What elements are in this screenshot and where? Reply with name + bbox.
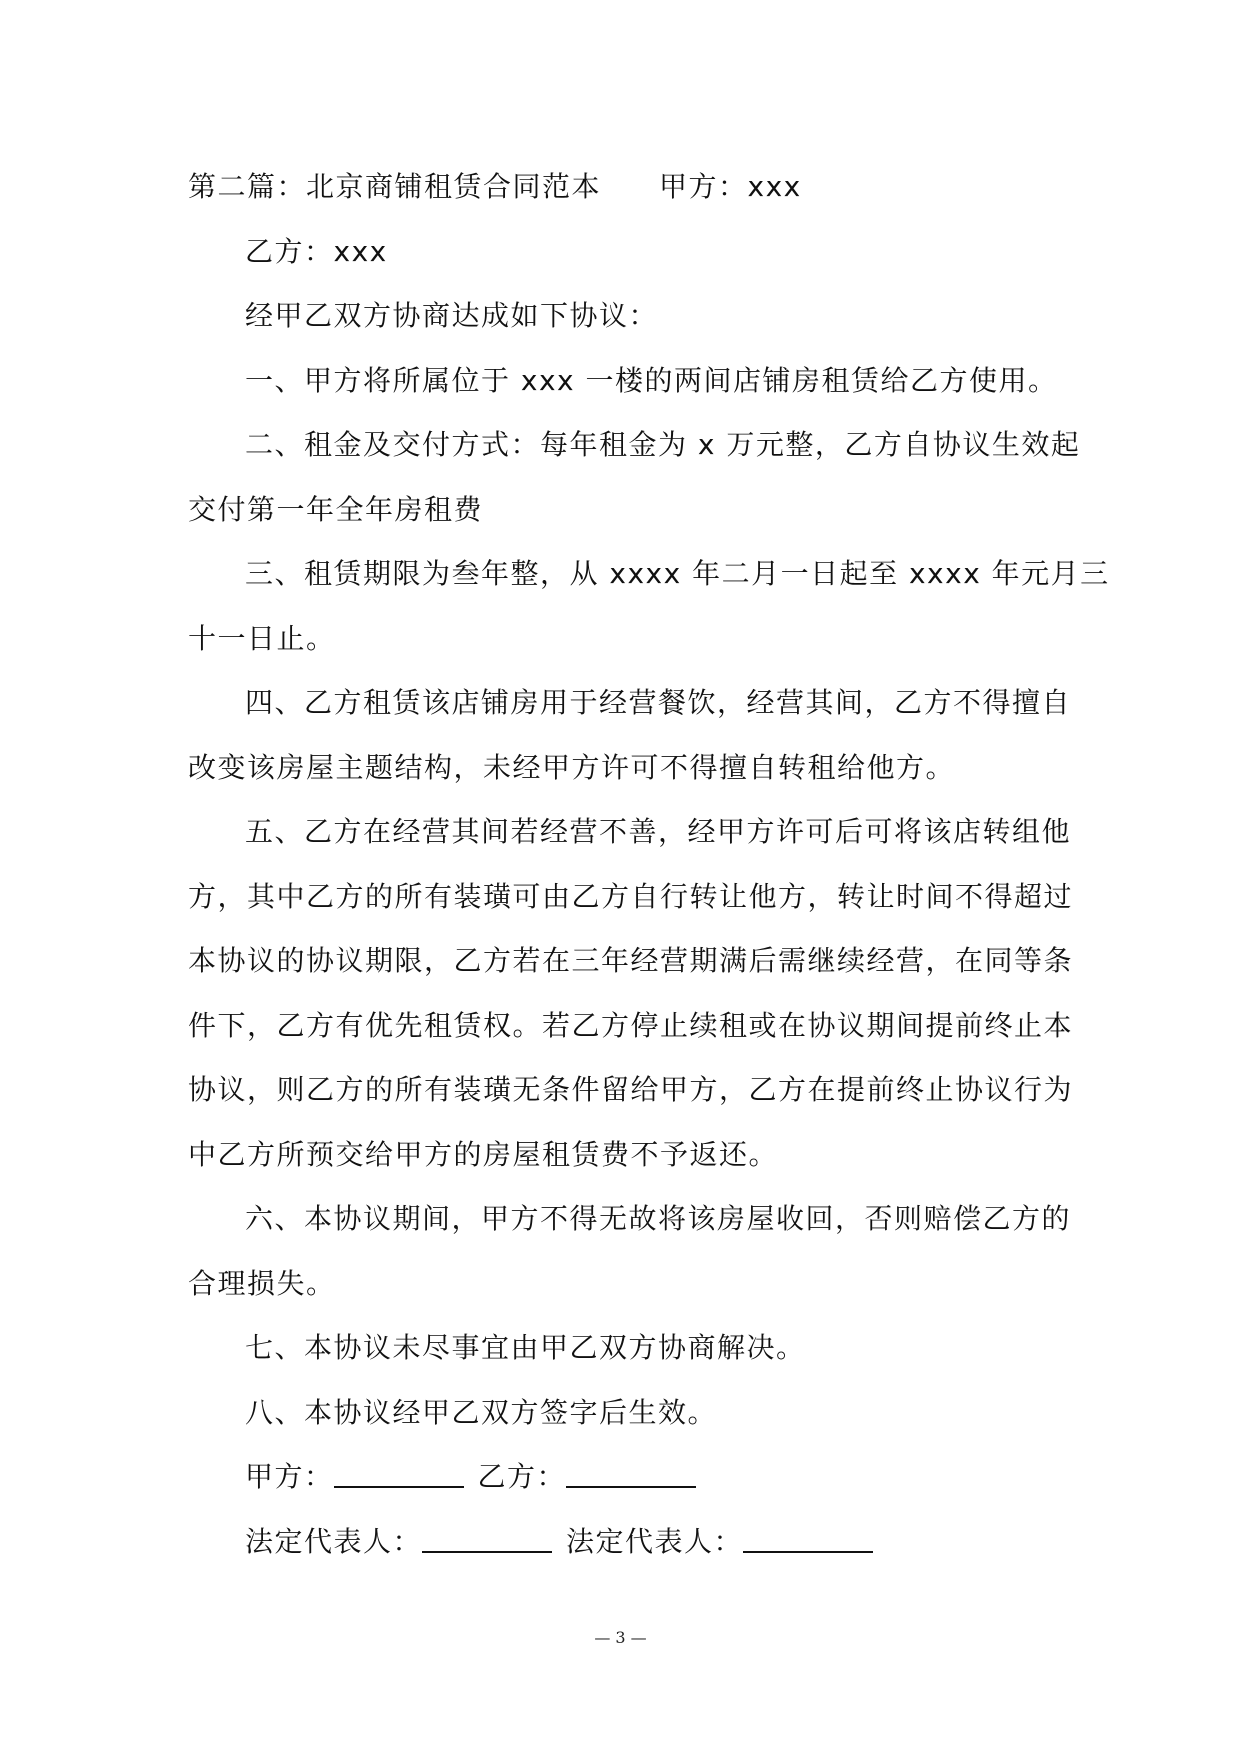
clause-5-line-5: 协议，则乙方的所有装璜无条件留给甲方，乙方在提前终止协议行为 [188,1073,1074,1106]
clause-3-line-1: 三、租赁期限为叁年整，从 xxxx 年二月一日起至 xxxx 年元月三 [245,557,1110,590]
clause-8-line-1: 八、本协议经甲乙双方签字后生效。 [245,1395,718,1429]
clause-1-line-1: 一、甲方将所属位于 xxx 一楼的两间店铺房租赁给乙方使用。 [245,363,1058,397]
clause-3-line-2: 十一日止。 [188,621,336,655]
clause-5-line-2: 方，其中乙方的所有装璜可由乙方自行转让他方，转让时间不得超过 [188,879,1074,913]
intro-line: 经甲乙双方协商达成如下协议： [245,299,659,332]
clause-2-line-1: 二、租金及交付方式：每年租金为 x 万元整，乙方自协议生效起 [245,428,1081,461]
clause-4-line-2: 改变该房屋主题结构，未经甲方许可不得擅自转租给他方。 [188,750,956,784]
signature-representatives-line [188,1510,1064,1575]
rep-a-signature-label: 法定代表人： [245,1524,423,1558]
document-heading-line [188,155,1064,220]
clause-6-line-1: 六、本协议期间，甲方不得无故将该房屋收回，否则赔偿乙方的 [245,1202,1072,1235]
document-body [188,155,1110,1574]
clause-2-line-2: 交付第一年全年房租费 [188,492,484,526]
party-b-line: 乙方：xxx [245,234,388,268]
clause-5-line-1: 五、乙方在经营其间若经营不善，经甲方许可后可将该店转组他 [245,815,1072,848]
clause-7-line-1: 七、本协议未尽事宜由甲乙双方协商解决。 [245,1331,806,1364]
clause-6-line-2: 合理损失。 [188,1266,336,1300]
party-a-signature-blank [334,1460,464,1488]
rep-a-signature-blank [422,1525,552,1553]
rep-b-signature-blank [743,1525,873,1553]
page-number: — 3 — [594,1628,647,1647]
signature-parties-line [188,1445,1064,1510]
clause-5-line-3: 本协议的协议期限，乙方若在三年经营期满后需继续经营，在同等条 [188,944,1074,977]
clause-5-line-4: 件下，乙方有优先租赁权。若乙方停止续租或在协议期间提前终止本 [188,1008,1074,1042]
party-b-signature-label: 乙方： [477,1460,567,1493]
party-a-heading: 甲方：xxx [659,170,802,203]
clause-5-line-6: 中乙方所预交给甲方的房屋租赁费不予返还。 [188,1137,779,1171]
clause-4-line-1: 四、乙方租赁该店铺房用于经营餐饮，经营其间，乙方不得擅自 [245,686,1072,719]
rep-b-signature-label: 法定代表人： [566,1524,744,1558]
party-b-signature-blank [566,1460,696,1488]
document-title: 第二篇：北京商铺租赁合同范本 [188,170,602,203]
party-a-signature-label: 甲方： [245,1460,334,1493]
